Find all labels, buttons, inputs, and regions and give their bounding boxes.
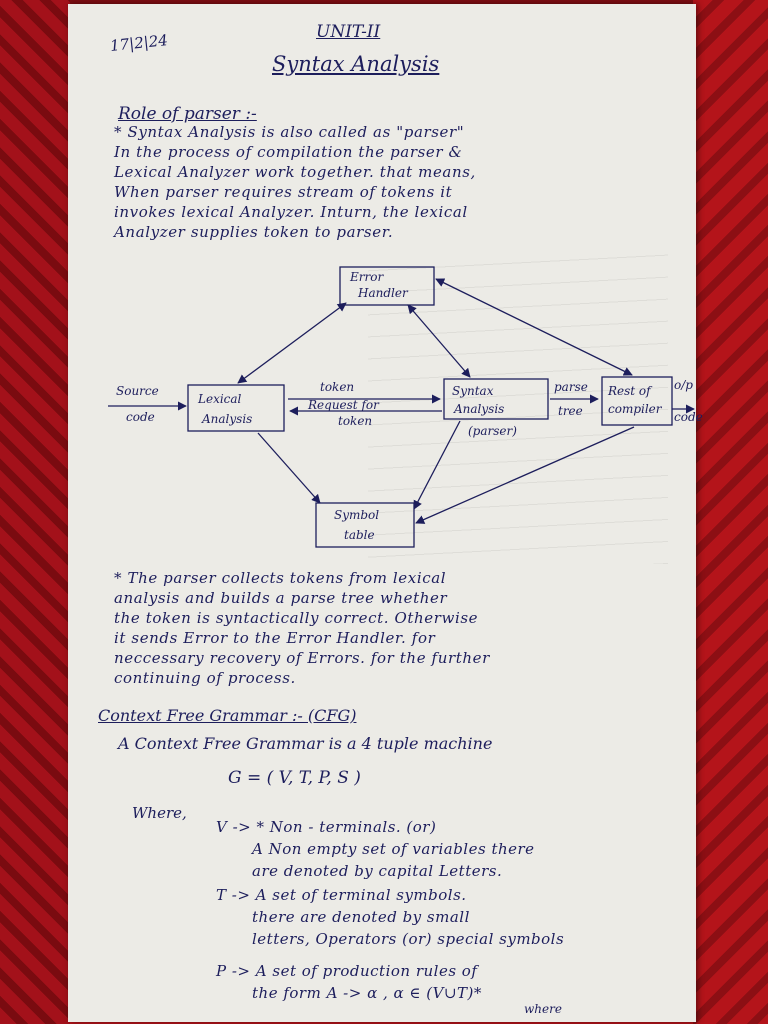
lexical-label-1: Lexical (198, 392, 242, 406)
definition-p (216, 960, 482, 1004)
section-heading: Role of parser :- (118, 104, 257, 124)
arrow-rest-error (436, 279, 632, 375)
text-line: Analyzer supplies token to parser. (114, 223, 394, 241)
syntax-label-1: Syntax (452, 384, 494, 398)
text-line: neccessary recovery of Errors. for the further (114, 649, 490, 667)
symbol-label-2: table (344, 528, 375, 542)
parser-diagram (68, 259, 703, 559)
text-line: In the process of compilation the parser & (114, 143, 463, 161)
text-line: * The parser collects tokens from lexical (114, 569, 447, 587)
text-line: * Syntax Analysis is also called as "parser" (114, 123, 465, 141)
arrow-syntax-error (408, 305, 470, 377)
text-line: invokes lexical Analyzer. Inturn, the lexical (114, 203, 468, 221)
symbol-label-1: Symbol (334, 508, 380, 522)
background-fabric-right (693, 0, 768, 1024)
arrow-lexical-symbol (258, 433, 320, 503)
definition-v (216, 816, 535, 882)
request-label-2: token (338, 414, 373, 428)
error-handler-label-2: Handler (358, 286, 408, 300)
syntax-note: (parser) (468, 424, 517, 438)
text-line: P -> A set of production rules of (216, 962, 478, 980)
request-label-1: Request for (308, 398, 379, 412)
cfg-heading: Context Free Grammar :- (CFG) (98, 706, 357, 725)
text-line: the token is syntactically correct. Otherwise (114, 609, 479, 627)
arrow-lexical-error (238, 303, 346, 383)
output-label-2: code (674, 410, 703, 424)
syntax-label-2: Analysis (454, 402, 505, 416)
text-line: are denoted by capital Letters. (252, 862, 503, 880)
text-line: it sends Error to the Error Handler. for (114, 629, 436, 647)
definition-t (216, 884, 564, 950)
text-line: T -> A set of terminal symbols. (216, 886, 467, 904)
date: 17|2|24 (109, 31, 169, 55)
paragraph-role-of-parser (114, 122, 674, 242)
parse-tree-label-2: tree (558, 404, 583, 418)
paragraph-parser-collects (114, 568, 674, 688)
unit-heading: UNIT-II (316, 22, 381, 42)
text-line: V -> * Non - terminals. (or) (216, 818, 437, 836)
background-fabric-left (0, 0, 70, 1024)
source-label-2: code (126, 410, 155, 424)
text-line: Lexical Analyzer work together. that means, (114, 163, 476, 181)
text-line: continuing of process. (114, 669, 296, 687)
lexical-label-2: Analysis (202, 412, 253, 426)
parse-tree-label-1: parse (554, 380, 588, 394)
text-line: When parser requires stream of tokens it (114, 183, 453, 201)
text-line: analysis and builds a parse tree whether (114, 589, 448, 607)
rest-label-2: compiler (608, 402, 662, 416)
cfg-definition: A Context Free Grammar is a 4 tuple machine (118, 734, 493, 753)
text-line: there are denoted by small (252, 908, 470, 926)
text-line: letters, Operators (or) special symbols (252, 930, 565, 948)
arrow-syntax-symbol (414, 421, 460, 509)
notebook-page (68, 4, 703, 1022)
page-title: Syntax Analysis (272, 52, 440, 76)
text-line: the form A -> α , α ∈ (V∪T)* (252, 984, 482, 1002)
token-label: token (320, 380, 355, 394)
text-line: A Non empty set of variables there (252, 840, 535, 858)
cfg-tuple: G = ( V, T, P, S ) (228, 768, 361, 788)
where-note: where (524, 1002, 562, 1016)
where-label: Where, (132, 804, 187, 822)
rest-label-1: Rest of (608, 384, 651, 398)
output-label-1: o/p (674, 378, 693, 392)
error-handler-label-1: Error (350, 270, 384, 284)
source-label-1: Source (116, 384, 159, 398)
